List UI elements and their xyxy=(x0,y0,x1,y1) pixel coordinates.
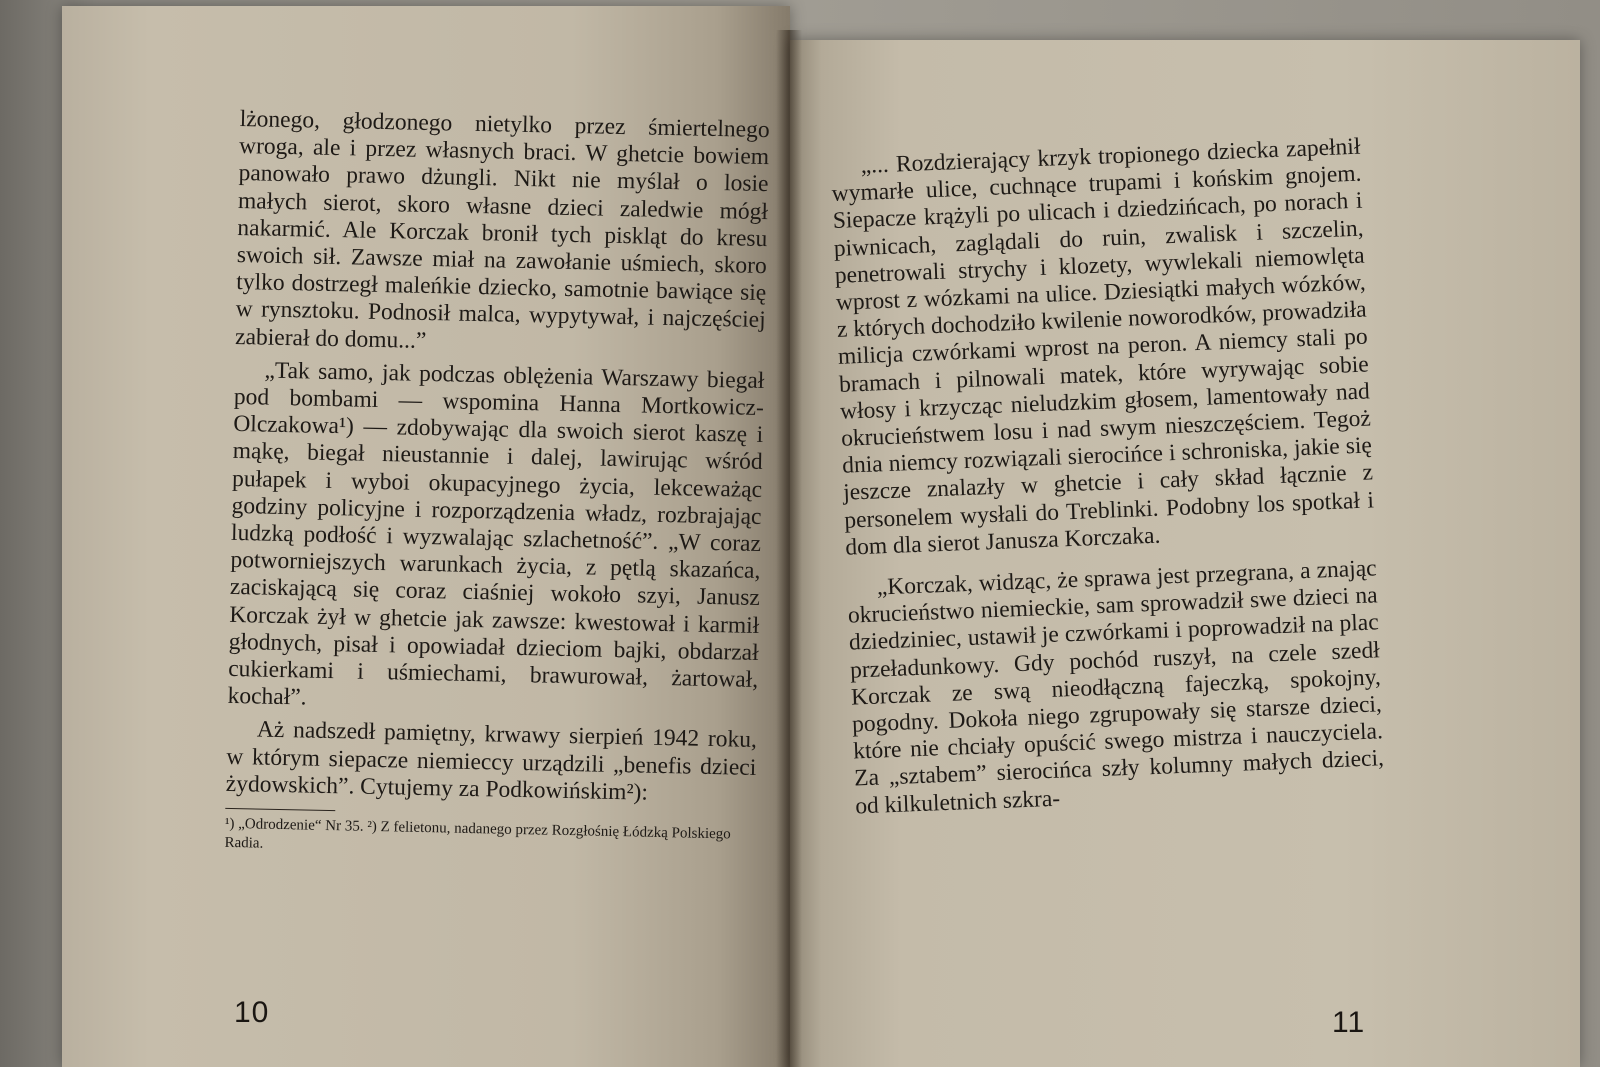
paragraph: „Korczak, widząc, że sprawa jest przegrana, a znając okrucieństwo niemieckie, sam sprowadził swe dzieci na dziedziniec, ustawił je czwórkami i poprowadził na plac przeładunkowy. Gdy pochód ruszył, na czele szedł Korczak ze swą nieodłączną fajeczką, spokojny, pogodny. Dokoła niego zgrupowały się starsze dzieci, które nie chciały opuścić swego mistrza i nauczyciela. Za „sztabem” sierocińca szły kolumny małych dzieci, od kilkuletnich szkra- xyxy=(847,555,1385,820)
paragraph: „... Rozdzierający krzyk tropionego dziecka zapełnił wymarłe ulice, cuchnące trupami i końskim gnojem. Siepacze krążyli po ulicach i dziedzińcach, po norach i piwnicach, zaglądali do ruin, zwalisk i szczelin, penetrowali strychy i klozety, wywlekali niemowlęta wprost z wózkami na ulice. Dziesiątki małych wózków, z których dochodziło kwilenie noworodków, prowadziła milicja czwórkami wprost na peron. A niemcy stali po bramach i pilnowali matek, które wyrywając sobie włosy i krzycząc nieludzkim głosem, lamentowały nad okrucieństwem losu i nad swym nieszczęściem. Tegoż dnia niemcy rozwiązali sierocińce i schroniska, jakie się jeszcze znalazły w ghetcie i cały skład łącznie z personelem wysłali do Treblinki. Podobny los spotkał i dom dla sierot Janusza Korczaka. xyxy=(831,133,1375,561)
footnote-divider xyxy=(225,808,335,811)
book-gutter xyxy=(776,30,802,1067)
page-number-right: 11 xyxy=(1332,1006,1366,1039)
paragraph: Aż nadszedł pamiętny, krwawy sierpień 1942 roku, w którym siepacze niemieccy urządzili „benefis dzieci żydowskich”. Cytujemy za Podkowińskim²): xyxy=(225,716,758,806)
left-page xyxy=(62,6,790,1067)
paragraph: „Tak samo, jak podczas oblężenia Warszawy biegał pod bombami — wspomina Hanna Mortkowicz-Olczakowa¹) — zdobywając dla swoich sierot kaszę i mąkę, biegał nieustannie i dalej, lawirując wśród pułapek i wyboi okupacyjnego życia, lekceważąc godziny policyjne i rozporządzenia władz, rozbrajając ludzką podłość i wyzwalając szlachetność”. „W coraz potworniejszych warunkach życia, z pętlą skazańca, zaciskającą się coraz ciaśniej wokoło szyi, Janusz Korczak żył w ghetcie jak zawsze: kwestował i karmił głodnych, pisał i opowiadał dzieciom bajki, obdarzał cukierkami i uśmiechami, brawurował, żartował, kochał”. xyxy=(227,357,765,711)
footnote: ¹) „Odrodzenie“ Nr 35. ²) Z felietonu, nadanego przez Rozgłośnię Łódzką Polskiego Radia. xyxy=(224,815,731,852)
left-page-text xyxy=(224,106,770,864)
right-page xyxy=(790,40,1580,1067)
page-number-left: 10 xyxy=(234,996,270,1029)
paragraph: lżonego, głodzonego nietylko przez śmiertelnego wroga, ale i przez własnych braci. W ghetcie bowiem panowało prawo dżungli. Nikt nie myślał o losie małych sierot, skoro własne dzieci zaledwie mógł nakarmić. Ale Korczak bronił tych piskląt do kresu swoich sił. Zawsze miał na zawołanie uśmiech, skoro tylko dostrzegł maleńkie dziecko, samotnie bawiące się w rynsztoku. Podnosił malca, wypytywał, i najczęściej zabierał do domu...” xyxy=(234,106,770,354)
right-page-text xyxy=(830,128,1385,821)
